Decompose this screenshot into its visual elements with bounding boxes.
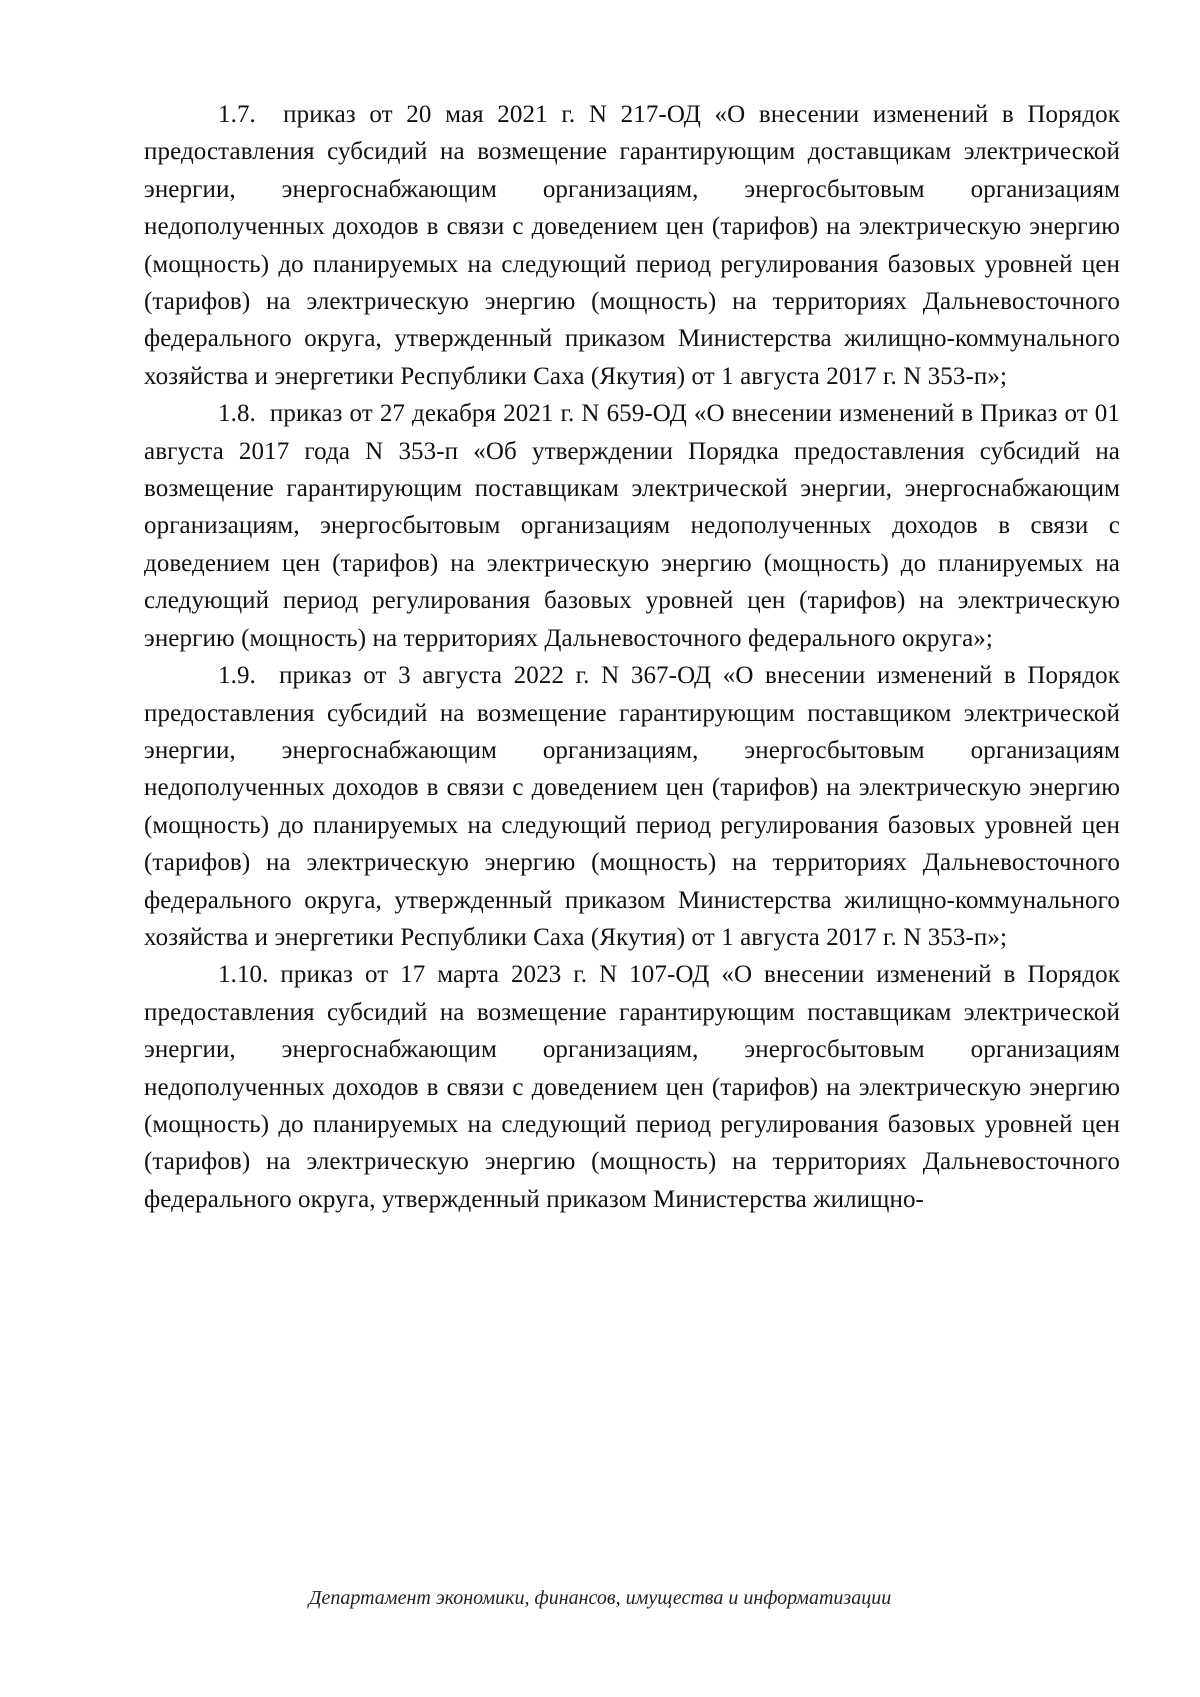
paragraph-1-10: 1.10. приказ от 17 марта 2023 г. N 107-ОД «О внесении изменений в Порядок предоставления субсидий на возмещение гарантирующим поставщикам электрической энергии, энергоснабжающим организациям, энергосбытовым организациям недополученных доходов в связи с доведением цен (тарифов) на электрическую энергию (мощность) до планируемых на следующий период регулирования базовых уровней цен (тарифов) на электрическую энергию (мощность) на территориях Дальневосточного федерального округа, утвержденный приказом Министерства жилищно- xyxy=(144,961,1120,1213)
paragraph-1-7: 1.7. приказ от 20 мая 2021 г. N 217-ОД «О внесении изменений в Порядок предоставления субсидий на возмещение гарантирующим доставщикам электрической энергии, энергоснабжающим организациям, энергосбытовым организациям недополученных доходов в связи с доведением цен (тарифов) на электрическую энергию (мощность) до планируемых на следующий период регулирования базовых уровней цен (тарифов) на электрическую энергию (мощность) на территориях Дальневосточного федерального округа, утвержденный приказом Министерства жилищно-коммунального хозяйства и энергетики Республики Саха (Якутия) от 1 августа 2017 г. N 353-п»; xyxy=(144,101,1120,390)
paragraph-1-9: 1.9. приказ от 3 августа 2022 г. N 367-ОД «О внесении изменений в Порядок предоставления субсидий на возмещение гарантирующим поставщиком электрической энергии, энергоснабжающим организациям, энергосбытовым организациям недополученных доходов в связи с доведением цен (тарифов) на электрическую энергию (мощность) до планируемых на следующий период регулирования базовых уровней цен (тарифов) на электрическую энергию (мощность) на территориях Дальневосточного федерального округа, утвержденный приказом Министерства жилищно-коммунального хозяйства и энергетики Республики Саха (Якутия) от 1 августа 2017 г. N 353-п»; xyxy=(144,662,1120,951)
paragraph-1-8: 1.8. приказ от 27 декабря 2021 г. N 659-ОД «О внесении изменений в Приказ от 01 августа 2017 года N 353-п «Об утверждении Порядка предоставления субсидий на возмещение гарантирующим поставщикам электрической энергии, энергоснабжающим организациям, энергосбытовым организациям недополученных доходов в связи с доведением цен (тарифов) на электрическую энергию (мощность) до планируемых на следующий период регулирования базовых уровней цен (тарифов) на электрическую энергию (мощность) на территориях Дальневосточного федерального округа»; xyxy=(144,400,1120,652)
document-body xyxy=(144,96,1120,1218)
page-footer: Департамент экономики, финансов, имущества и информатизации xyxy=(308,1587,892,1609)
